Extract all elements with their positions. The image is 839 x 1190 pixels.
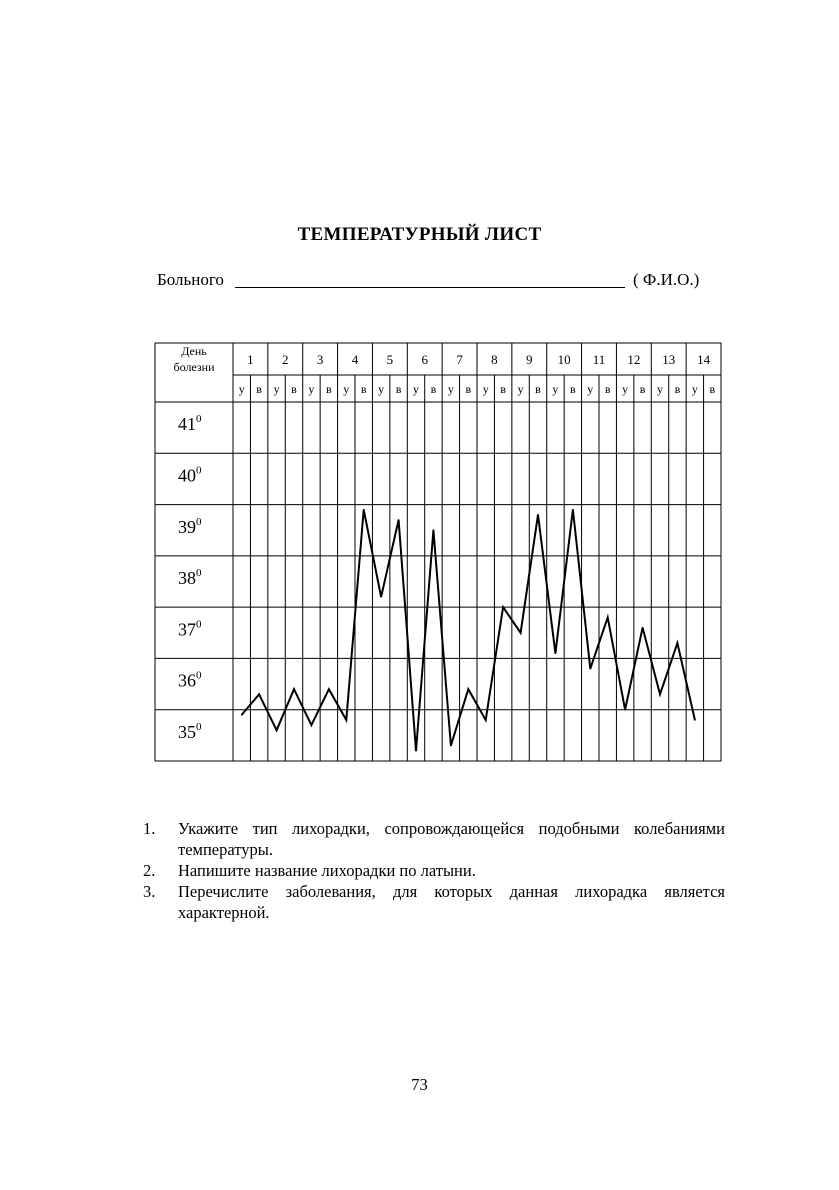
temperature-point	[572, 509, 574, 511]
day-number-label: 5	[386, 352, 394, 367]
half-day-label: у	[622, 382, 629, 396]
day-number-label: 1	[247, 352, 254, 367]
temperature-point	[345, 719, 347, 721]
half-day-label: у	[482, 382, 489, 396]
day-number-label: 6	[421, 352, 428, 367]
temperature-point	[328, 688, 330, 690]
patient-label: Больного	[157, 270, 224, 289]
half-day-label: у	[308, 382, 315, 396]
question-item	[143, 881, 725, 923]
degree-superscript: 0	[196, 669, 202, 682]
question-text: Перечислите заболевания, для которых данная лихорадка является характерной.	[178, 882, 725, 922]
half-day-label: у	[587, 382, 594, 396]
temperature-point	[398, 519, 400, 521]
half-day-label: в	[291, 382, 297, 396]
temperature-point	[537, 514, 539, 516]
question-item	[143, 818, 725, 860]
temperature-point	[415, 750, 417, 752]
temperature-point	[380, 596, 382, 598]
temperature-point	[276, 729, 278, 731]
half-day-label: в	[604, 382, 611, 396]
temperature-row-label: $39^0$	[178, 515, 202, 537]
half-day-label: у	[552, 382, 559, 396]
temperature-curve	[241, 509, 696, 752]
temperature-point	[433, 529, 435, 531]
half-day-label: у	[238, 382, 245, 396]
header-label-line2: болезни	[173, 360, 215, 374]
day-number-label: 10	[557, 352, 571, 367]
day-number-label: 3	[316, 352, 324, 367]
sheet-border	[155, 343, 721, 761]
temperature-point	[311, 724, 313, 726]
half-day-label: у	[657, 382, 663, 396]
day-number-label: 12	[627, 352, 641, 367]
temperature-row-label: $35^0$	[178, 720, 202, 742]
degree-superscript: 0	[196, 720, 202, 733]
half-day-label: в	[430, 382, 437, 396]
temperature-line	[242, 510, 695, 751]
temperature-point	[589, 668, 591, 670]
page-number: 73	[411, 1075, 428, 1094]
degree-superscript: 0	[196, 515, 202, 528]
patient-name-hint: ( Ф.И.О.)	[633, 270, 700, 289]
temperature-row-label: $38^0$	[178, 567, 202, 589]
temperature-point	[607, 617, 609, 619]
temperature-point	[642, 627, 644, 629]
half-day-label: в	[535, 382, 541, 396]
half-day-label: у	[343, 382, 350, 396]
degree-superscript: 0	[196, 567, 202, 580]
day-number-label: 2	[282, 352, 289, 367]
degree-superscript: 0	[196, 464, 202, 477]
temperature-row-label: $40^0$	[178, 464, 202, 486]
temperature-row-label: $36^0$	[178, 669, 202, 691]
day-number-label: 13	[662, 352, 676, 367]
half-day-label: в	[395, 382, 402, 396]
temperature-point	[485, 719, 487, 721]
half-day-label: в	[674, 382, 681, 396]
temperature-point	[677, 642, 679, 644]
question-number: 3.	[143, 882, 156, 901]
temperature-point	[659, 694, 661, 696]
day-number-label: 7	[456, 352, 463, 367]
degree-superscript: 0	[196, 618, 202, 631]
temperature-point	[293, 688, 295, 690]
day-number-label: 9	[526, 352, 533, 367]
temperature-point	[258, 694, 260, 696]
temperature-row-label: $37^0$	[178, 618, 202, 640]
half-day-label: в	[256, 382, 262, 396]
half-day-label: в	[326, 382, 332, 396]
temperature-row-label: $41^0$	[178, 413, 202, 435]
header-label-line1: День	[181, 344, 207, 358]
question-number: 2.	[143, 861, 156, 880]
temperature-point	[624, 709, 626, 711]
day-number-label: 4	[351, 352, 359, 367]
temperature-point	[363, 509, 365, 511]
temperature-point	[467, 688, 469, 690]
question-text: Укажите тип лихорадки, сопровождающейся подобными колебаниями температуры.	[178, 819, 725, 859]
day-number-label: 8	[491, 352, 498, 367]
temperature-point	[450, 745, 452, 747]
sheet-grid	[155, 343, 721, 761]
half-day-label: у	[691, 382, 698, 396]
half-day-label: у	[517, 382, 524, 396]
half-day-label: у	[378, 382, 385, 396]
temperature-point	[694, 719, 696, 721]
half-day-label: в	[709, 382, 716, 396]
page-title: ТЕМПЕРАТУРНЫЙ ЛИСТ	[297, 224, 542, 245]
day-number-label: 11	[592, 352, 606, 367]
day-number-label: 14	[697, 352, 711, 367]
question-list	[143, 818, 725, 923]
question-item	[143, 860, 725, 881]
degree-superscript: 0	[196, 413, 202, 426]
half-day-label: в	[465, 382, 472, 396]
half-day-label: у	[447, 382, 454, 396]
question-number: 1.	[143, 819, 156, 838]
half-day-label: у	[413, 382, 419, 396]
half-day-label: в	[360, 382, 367, 396]
temperature-point	[241, 714, 243, 716]
temperature-point	[555, 653, 557, 655]
temperature-point	[502, 606, 504, 608]
half-day-label: в	[639, 382, 646, 396]
half-day-label: в	[500, 382, 506, 396]
temperature-point	[520, 632, 522, 634]
half-day-label: у	[273, 382, 280, 396]
half-day-label: в	[570, 382, 576, 396]
question-text: Напишите название лихорадки по латыни.	[178, 861, 476, 880]
